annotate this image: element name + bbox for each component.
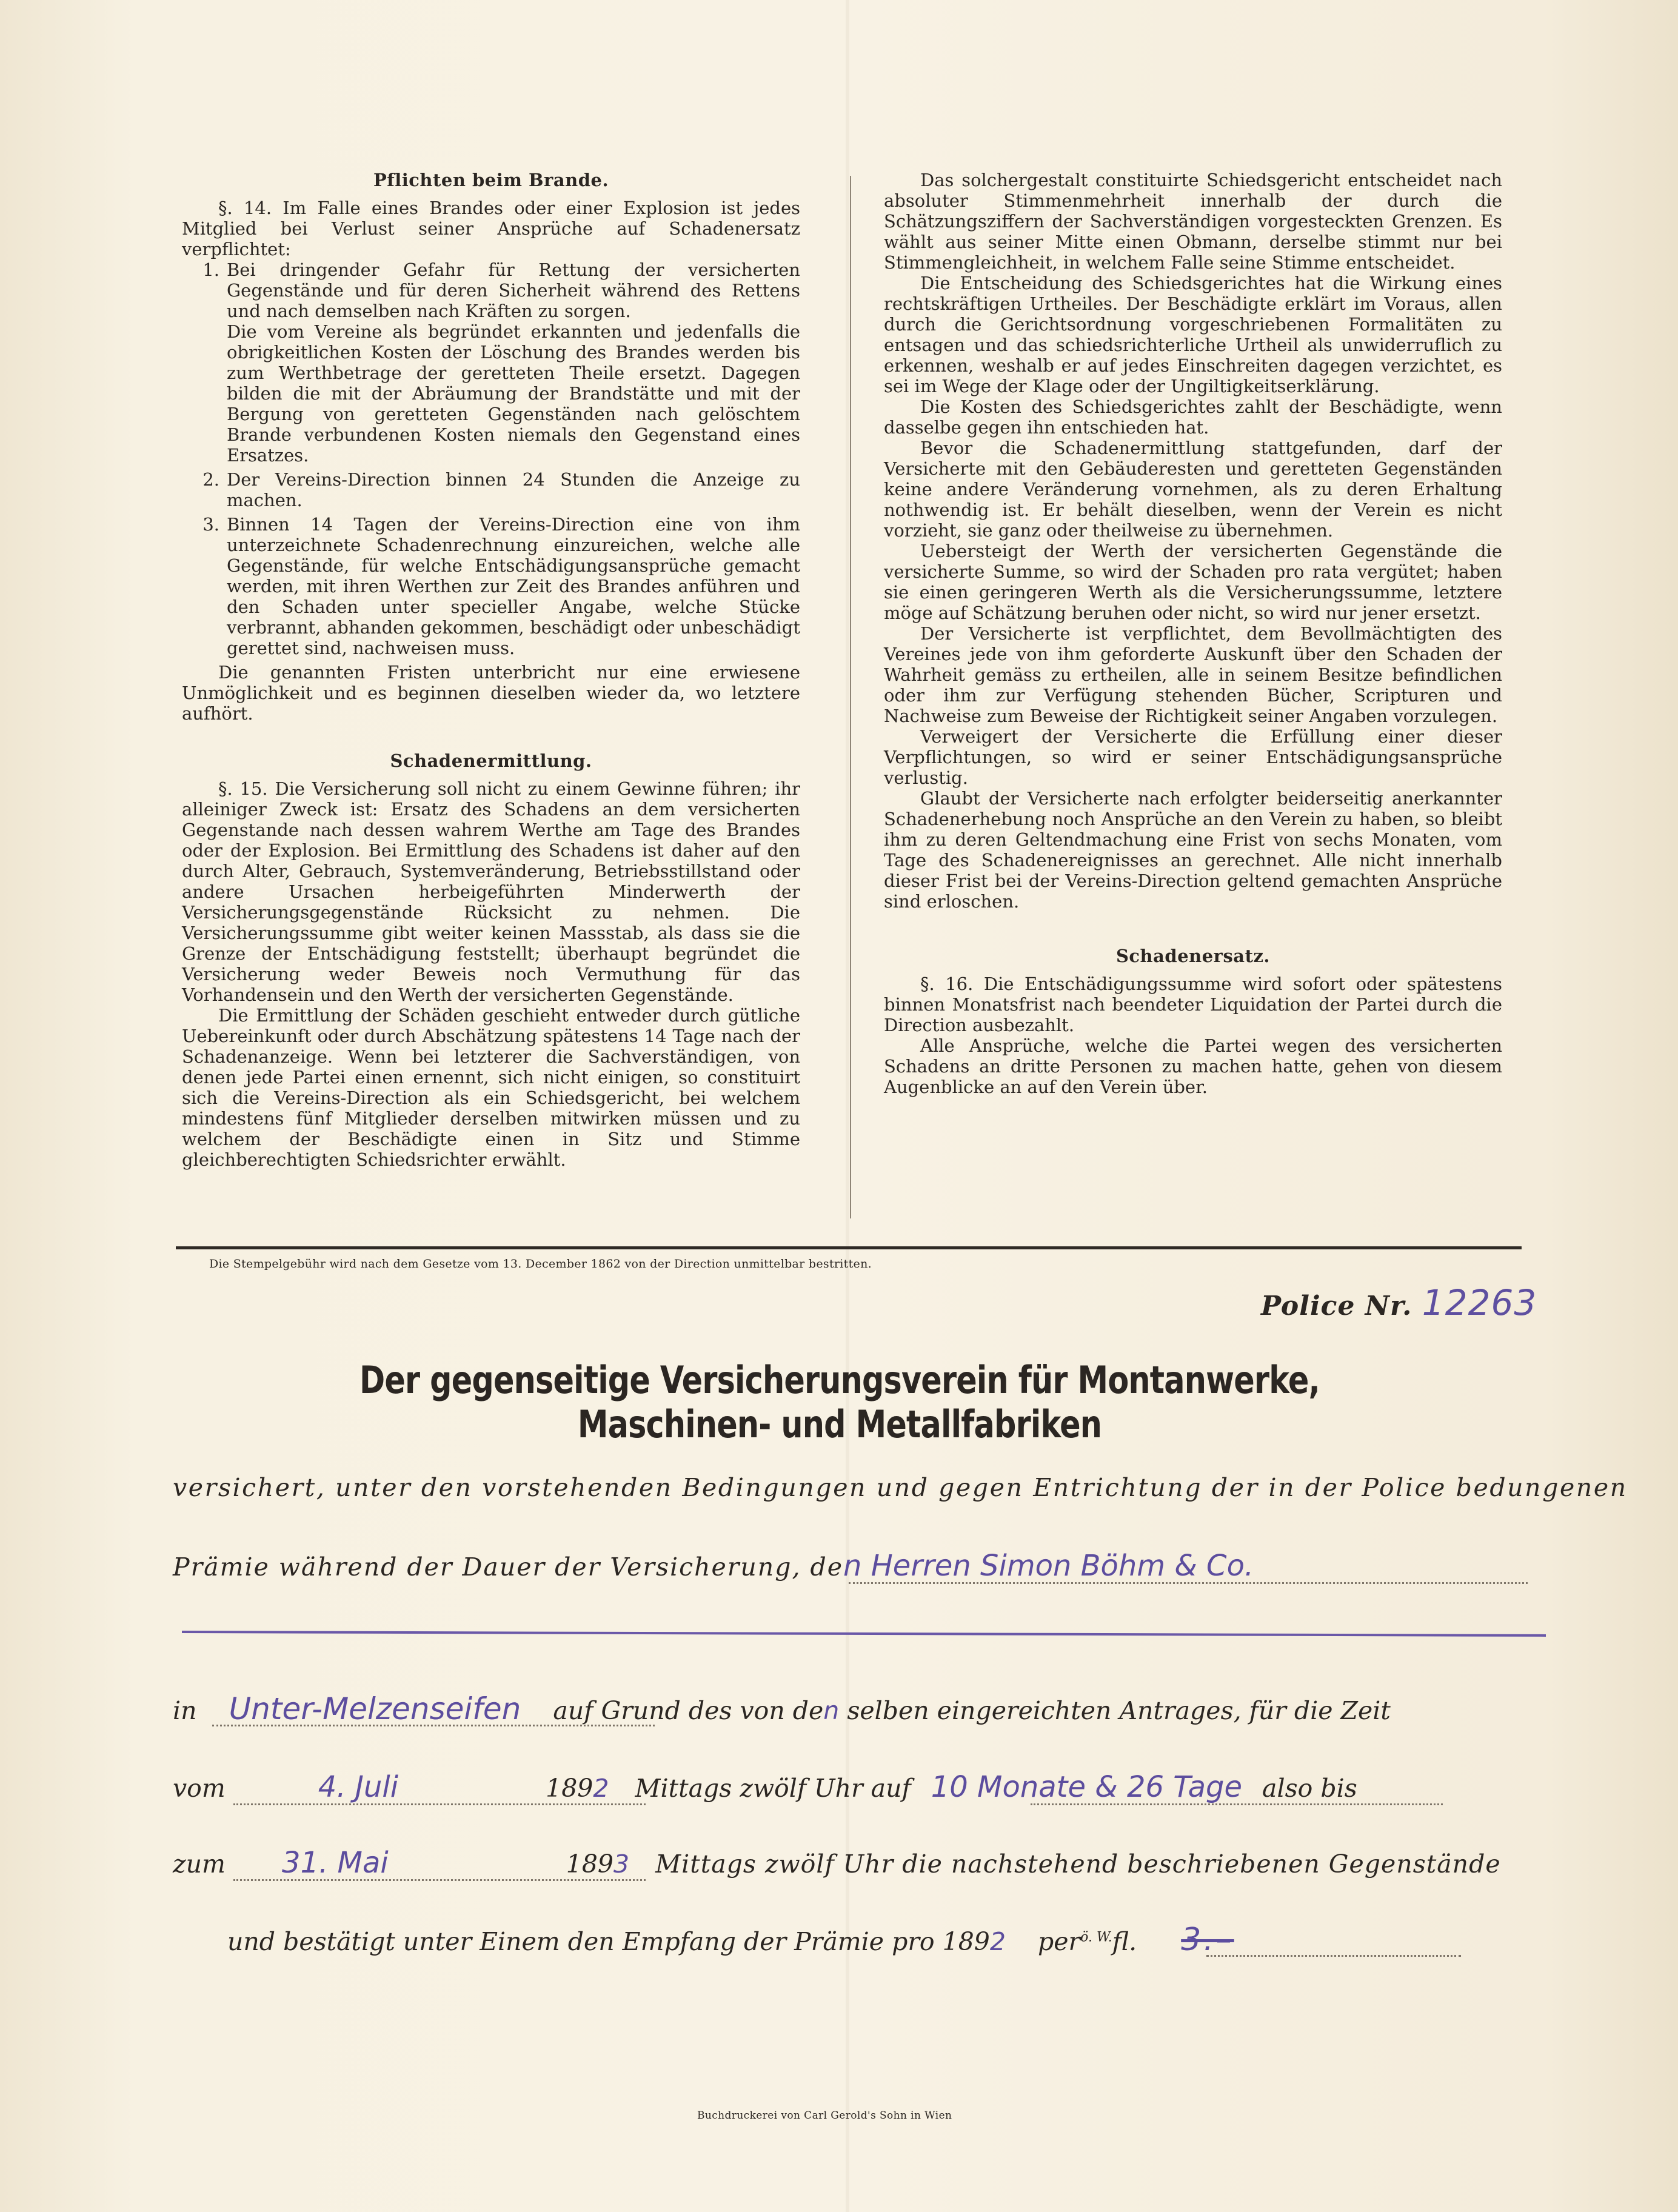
section-title-schadenermittlung: Schadenermittlung. <box>390 750 592 771</box>
form-text: also bis <box>1262 1774 1357 1803</box>
item-number: 2. <box>202 469 219 490</box>
paragraph: Alle Ansprüche, welche die Partei wegen des versicherten Schadens an dritte Personen zu machen hatte, gehen von diesem Augenblicke an auf den Verein über. <box>884 1035 1502 1097</box>
form-text: in <box>173 1696 197 1725</box>
duration: 10 Monate & 26 Tage <box>931 1770 1242 1804</box>
form-line-5 <box>173 1846 1531 1880</box>
item-number: 1. <box>202 259 219 280</box>
paragraph-15: §. 15. Die Versicherung soll nicht zu einem Gewinne führen; ihr alleiniger Zweck ist: Ersatz des Schadens an dem versicherten Gegenstande nach dessen wahrem Werthe am Tage des Brandes oder der Explosion. Bei Ermittlung des Schadens ist daher auf den durch Alter, Gebrauch, Systemveränderung, Betriebsstillstand oder andere Ursachen herbeigeführten Minderwerth der Versicherungsgegenstände Rücksicht zu nehmen. Die Versicherungssumme gibt weiter keinen Massstab, als dass sie die Grenze der Entschädigung feststellt; überhaupt begründet die Versicherung weder Beweis noch Vermuthung für das Vorhandensein und den Werth der versicherten Gegenstände. <box>182 778 800 1005</box>
dotted-line <box>849 1582 1528 1584</box>
list-item <box>182 259 800 466</box>
form-text: per <box>1038 1927 1081 1956</box>
fristen-paragraph: Die genannten Fristen unterbricht nur eine erwiesene Unmöglichkeit und es beginnen dieselben wieder da, wo letztere aufhört. <box>182 662 800 724</box>
paragraph: Verweigert der Versicherte die Erfüllung einer dieser Verpflichtungen, so wird er seiner Entschädigungsansprüche verlustig. <box>884 726 1502 788</box>
handwritten-n: n <box>823 1696 840 1725</box>
premium-year-digit: 2 <box>989 1927 1006 1956</box>
form-text: vom <box>173 1774 226 1803</box>
horizontal-rule <box>176 1246 1522 1249</box>
paragraph: Uebersteigt der Werth der versicherten Gegenstände die versicherte Summe, so wird der Schaden pro rata vergütet; haben sie einen geringeren Werth als die Versicherungssumme, letztere möge auf Schätzung beruhen oder nicht, so wird nur jener ersetzt. <box>884 541 1502 623</box>
form-text: Mittags zwölf Uhr die nachstehend beschriebenen Gegenstände <box>655 1849 1501 1879</box>
right-column <box>884 170 1502 1097</box>
paragraph: Das solchergestalt constituirte Schiedsgericht entscheidet nach absoluter Stimmenmehrheit innerhalb der durch die Schätzungsziffern der Sachverständigen vorgesteckten Grenzen. Es wählt aus seiner Mitte einen Obmann, derselbe stimmt nur bei Stimmengleichheit, in welchem Falle seine Stimme entscheidet. <box>884 170 1502 273</box>
police-label: Police Nr. <box>1261 1291 1412 1322</box>
paper-fold <box>846 0 849 2212</box>
premium-amount: 3.– <box>1181 1922 1234 1958</box>
place-name: Unter-Melzenseifen <box>229 1691 521 1726</box>
start-date: 4. Juli <box>318 1770 399 1804</box>
paragraph: Glaubt der Versicherte nach erfolgter beiderseitig anerkannter Schadenerhebung noch Ansprüche an den Verein zu haben, so bleibt ihm zu deren Geltendmachung eine Frist von sechs Monaten, vom Tage des Schadenereignisses an gerechnet. Alle nicht innerhalb dieser Frist bei der Vereins-Direction geltend gemachten Ansprüche sind erloschen. <box>884 788 1502 912</box>
paragraph: Die Kosten des Schiedsgerichtes zahlt der Beschädigte, wenn dasselbe gegen ihn entschieden hat. <box>884 396 1502 438</box>
form-text: zum <box>173 1849 226 1879</box>
paragraph-14: §. 14. Im Falle eines Brandes oder einer Explosion ist jedes Mitglied bei Verlust seiner Ansprüche auf Schadenersatz verpflichtet: <box>182 198 800 259</box>
form-text: 189 <box>566 1849 614 1879</box>
form-text: Prämie während der Dauer der Versicherung, de <box>173 1552 844 1582</box>
insured-name: n Herren Simon Böhm & Co. <box>843 1549 1254 1583</box>
paragraph: Bevor die Schadenermittlung stattgefunden, darf der Versicherte mit den Gebäuderesten und geretteten Gegenständen keine andere Veränderung vornehmen, als zu deren Erhaltung nothwendig ist. Er behält dieselben, wenn der Verein es nicht vorzieht, sie ganz oder theilweise zu übernehmen. <box>884 438 1502 541</box>
dotted-line <box>1031 1803 1443 1805</box>
item-number: 3. <box>202 514 219 535</box>
section-title-pflichten: Pflichten beim Brande. <box>373 170 609 190</box>
form-text: 189 <box>546 1774 593 1803</box>
printer-imprint: Buchdruckerei von Carl Gerold's Sohn in Wien <box>697 2110 952 2122</box>
duties-list <box>182 259 800 658</box>
list-item <box>182 469 800 510</box>
association-heading: Der gegenseitige Versicherungsverein für Montanwerke, Maschinen- und Metallfabriken <box>359 1358 1320 1446</box>
stamp-duty-note: Die Stempelgebühr wird nach dem Gesetze vom 13. December 1862 von der Direction unmittelbar bestritten. <box>209 1257 872 1271</box>
item-3-text: Binnen 14 Tagen der Vereins-Direction eine von ihm unterzeichnete Schadenrechnung einzureichen, welche alle Gegenstände, für welche Entschädigungsansprüche gemacht werden, mit ihren Werthen zur Zeit des Brandes anführen und den Schaden unter specieller Angabe, welche Stücke verbrannt, abhanden gekommen, beschädigt oder unbeschädigt gerettet sind, nachweisen muss. <box>227 514 800 658</box>
form-text: auf Grund des von de <box>553 1696 824 1725</box>
item-1-continuation: Die vom Vereine als begründet erkannten und jedenfalls die obrigkeitlichen Kosten der Löschung des Brandes werden bis zum Werthbetrage der geretteten Theile ersetzt. Dagegen bilden die mit der Abräumung der Brandstätte und mit der Bergung von geretteten Gegenständen nach gelöschtem Brande verbundenen Kosten niemals den Gegenstand eines Ersatzes. <box>227 321 800 466</box>
form-text: Mittags zwölf Uhr auf <box>635 1774 911 1803</box>
dotted-line <box>212 1725 655 1726</box>
item-2-text: Der Vereins-Direction binnen 24 Stunden die Anzeige zu machen. <box>227 469 800 510</box>
dotted-line <box>1206 1955 1461 1957</box>
start-year-digit: 2 <box>593 1774 609 1803</box>
paragraph: Die Entscheidung des Schiedsgerichtes hat die Wirkung eines rechtskräftigen Urtheiles. Der Beschädigte erklärt im Voraus, allen durch die Gerichtsordnung vorgeschriebenen Formalitäten zu entsagen und das schiedsrichterliche Urtheil als unwiderruflich zu erkennen, weshalb er auf jedes Einschreiten dagegen verzichtet, es sei im Wege der Klage oder der Ungiltigkeitserklärung. <box>884 273 1502 396</box>
paragraph-15-continued: Die Ermittlung der Schäden geschieht entweder durch gütliche Uebereinkunft oder durch Abschätzung spätestens 14 Tage nach der Schadenanzeige. Wenn bei letzterer die Sachverständigen, von denen jede Partei einen ernennt, sich nicht einigen, so constituirt sich die Vereins-Direction als ein Schiedsgericht, bei welchem mindestens fünf Mitglieder derselben mitwirken müssen und zu welchem der Beschädigte einen in Sitz und Stimme gleichberechtigten Schiedsrichter erwählt. <box>182 1005 800 1170</box>
police-number-value: 12263 <box>1422 1282 1537 1323</box>
form-text: und bestätigt unter Einem den Empfang der Prämie pro 189 <box>227 1927 990 1956</box>
end-year-digit: 3 <box>613 1849 630 1879</box>
dotted-line <box>233 1879 646 1881</box>
form-line-6 <box>227 1922 1585 1958</box>
form-line-3 <box>173 1691 1531 1726</box>
currency-superscript: ö. W. <box>1080 1930 1112 1945</box>
section-title-schadenersatz: Schadenersatz. <box>1115 946 1271 966</box>
form-line-4 <box>173 1770 1531 1804</box>
police-number <box>1261 1282 1537 1323</box>
end-date: 31. Mai <box>281 1846 389 1880</box>
left-column <box>182 170 800 1170</box>
item-1-text: Bei dringender Gefahr für Rettung der versicherten Gegenstände und für deren Sicherheit während des Rettens und nach demselben nach Kräften zu sorgen. <box>227 259 800 321</box>
form-text: versichert, unter den vorstehenden Bedingungen und gegen Entrichtung der in der Police bedungenen <box>173 1473 1628 1502</box>
paragraph: Der Versicherte ist verpflichtet, dem Bevollmächtigten des Vereines jede von ihm geforderte Auskunft über den Schaden der Wahrheit gemäss zu ertheilen, alle in seinem Besitze befindlichen oder ihm zur Verfügung stehenden Bücher, Scripturen und Nachweise zum Beweise der Richtigkeit seiner Angaben vorzulegen. <box>884 623 1502 726</box>
column-divider <box>850 176 851 1218</box>
form-line-2 <box>173 1549 1531 1583</box>
list-item <box>182 514 800 658</box>
form-text: selben eingereichten Antrages, für die Zeit <box>847 1696 1391 1725</box>
paragraph-16: §. 16. Die Entschädigungssumme wird sofort oder spätestens binnen Monatsfrist nach beendeter Liquidation der Partei durch die Direction ausbezahlt. <box>884 974 1502 1035</box>
currency-label: fl. <box>1112 1927 1137 1956</box>
form-line-1 <box>173 1473 1628 1502</box>
dotted-line <box>233 1803 646 1805</box>
